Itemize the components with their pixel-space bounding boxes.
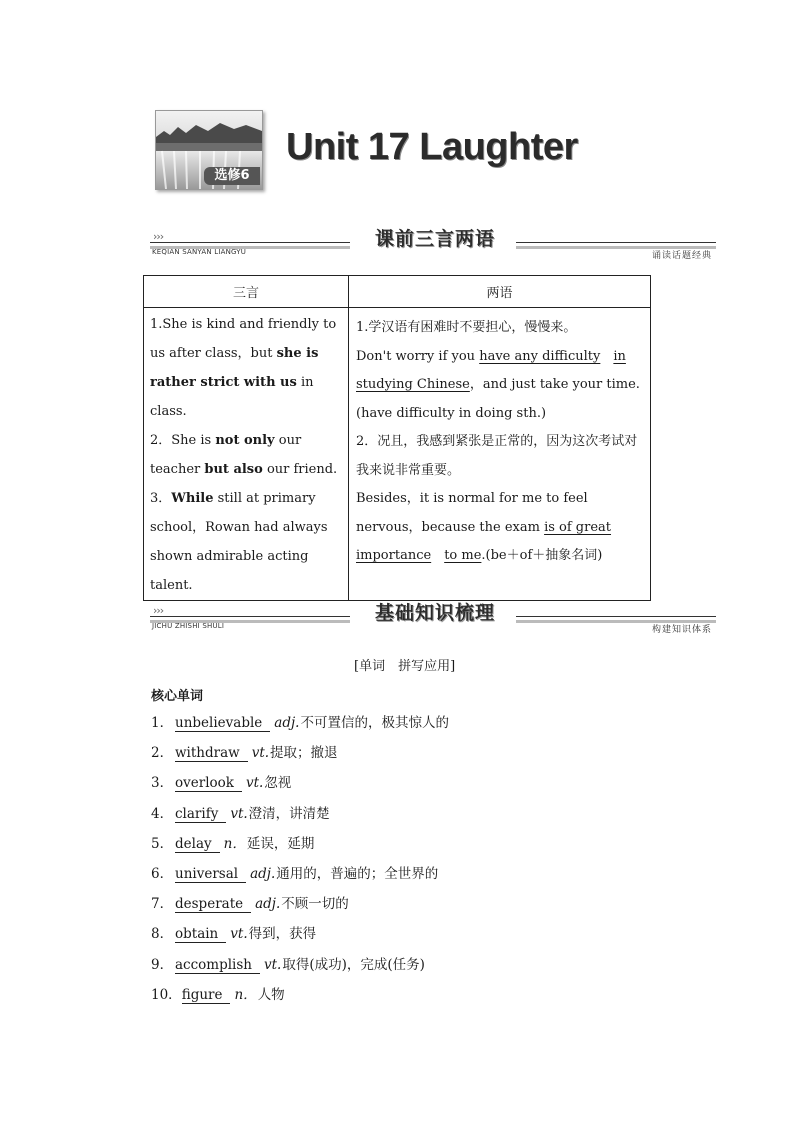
list-item: [151, 803, 449, 833]
answer-blank: in studying Chinese: [356, 348, 626, 392]
liangyu-cell: [349, 308, 651, 601]
part-of-speech: n．: [234, 986, 257, 1003]
part-of-speech: vt.: [264, 956, 282, 973]
part-of-speech: vt.: [230, 926, 248, 943]
phrase-table: [143, 275, 651, 601]
vocab-word: obtain: [175, 926, 226, 943]
list-item: [151, 742, 449, 772]
part-of-speech: adj.: [274, 715, 300, 731]
unit-thumbnail-image: [155, 110, 263, 190]
list-item: [151, 863, 449, 893]
word-meaning: 忽视: [264, 775, 292, 792]
table-row: [144, 308, 651, 601]
column-header-liangyu: 两语: [349, 276, 651, 308]
word-meaning: 澄清，讲清楚: [248, 805, 330, 822]
translation-prompt-2: 2．况且，我感到紧张是正常的，因为这次考试对我来说非常重要。: [356, 434, 638, 478]
section-banner-pre-class: [150, 228, 716, 261]
list-item: [151, 923, 449, 953]
list-item: [151, 954, 449, 984]
word-meaning: 延误，延期: [246, 835, 315, 852]
vocab-word: overlook: [175, 775, 242, 792]
vocab-word: figure: [182, 987, 231, 1004]
sentence-2: 2．She is not only our teacher but also our friend.: [150, 433, 338, 477]
vocab-subheading: [单词 拼写应用]: [354, 659, 456, 674]
word-meaning: 通用的，普遍的；全世界的: [276, 865, 439, 882]
part-of-speech: adj.: [250, 865, 276, 882]
vocab-word: universal: [175, 866, 246, 883]
item-number: 10．: [151, 986, 182, 1003]
word-meaning: 取得(成功)，完成(任务): [282, 956, 425, 973]
part-of-speech: vt.: [251, 745, 270, 762]
vocab-word: withdraw: [175, 745, 248, 762]
list-item: [151, 833, 449, 863]
answer-blank: to me: [444, 548, 482, 563]
part-of-speech: vt.: [230, 805, 248, 822]
section-banner-basics: [150, 602, 716, 635]
column-header-sanyan: 三言: [144, 276, 349, 308]
item-number: 8．: [151, 926, 174, 943]
triple-chevron-icon: ›››: [153, 604, 164, 617]
item-number: 4．: [151, 805, 174, 822]
section-title: 基础知识梳理: [374, 602, 495, 624]
section-title: 课前三言两语: [374, 228, 495, 250]
part-of-speech: vt.: [245, 775, 264, 792]
vocab-word: accomplish: [175, 957, 260, 974]
translation-answer-1: Don't worry if you have any difficulty in studying Chinese，and just take your time.(have difficulty in doing sth.): [356, 348, 640, 421]
item-number: 2．: [151, 745, 174, 762]
list-item: [151, 984, 449, 1014]
section-tag: 构建知识体系: [651, 625, 712, 635]
word-meaning: 不顾一切的: [281, 896, 349, 913]
translation-prompt-1: 1.学汉语有困难时不要担心，慢慢来。: [356, 320, 577, 335]
item-number: 6．: [151, 865, 174, 882]
core-words-heading: 核心单词: [151, 689, 204, 704]
section-pinyin: KEQIAN SANYAN LIANGYU: [152, 248, 247, 256]
word-meaning: 提取；撤退: [270, 745, 338, 762]
list-item: [151, 893, 449, 923]
sentence-1: 1.She is kind and friendly to us after class，but she is rather strict with us in class.: [150, 317, 337, 419]
answer-blank: is of great importance: [356, 519, 612, 563]
translation-answer-2: Besides，it is normal for me to feel nervous，because the exam is of great importance to me.(be＋of＋抽象名词): [356, 491, 612, 563]
item-number: 1．: [151, 715, 174, 731]
part-of-speech: n．: [223, 835, 246, 852]
triple-chevron-icon: ›››: [153, 230, 164, 243]
answer-blank: have any difficulty: [479, 348, 601, 364]
table-header-row: [144, 276, 651, 308]
sentence-3: 3．While still at primary school，Rowan had always shown admirable acting talent.: [150, 491, 328, 593]
vocab-word: desperate: [175, 896, 251, 913]
page-title: Unit 17 Laughter: [286, 126, 578, 168]
vocab-word: delay: [175, 836, 220, 853]
section-tag: 诵读话题经典: [651, 251, 712, 261]
item-number: 7．: [151, 896, 174, 913]
list-item: [151, 712, 449, 742]
word-meaning: 得到，获得: [248, 926, 317, 943]
section-pinyin: JICHU ZHISHI SHULI: [152, 622, 225, 630]
part-of-speech: adj.: [255, 896, 281, 913]
vocab-list: [151, 712, 449, 1014]
item-number: 5．: [151, 835, 174, 852]
word-meaning: 不可置信的，极其惊人的: [300, 715, 449, 731]
item-number: 3．: [151, 775, 174, 792]
vocab-word: unbelievable: [175, 715, 270, 732]
list-item: [151, 772, 449, 802]
sanyan-cell: [144, 308, 349, 601]
elective-badge: 选修6: [204, 167, 260, 185]
item-number: 9．: [151, 956, 174, 973]
word-meaning: 人物: [257, 986, 285, 1003]
vocab-word: clarify: [175, 806, 226, 823]
